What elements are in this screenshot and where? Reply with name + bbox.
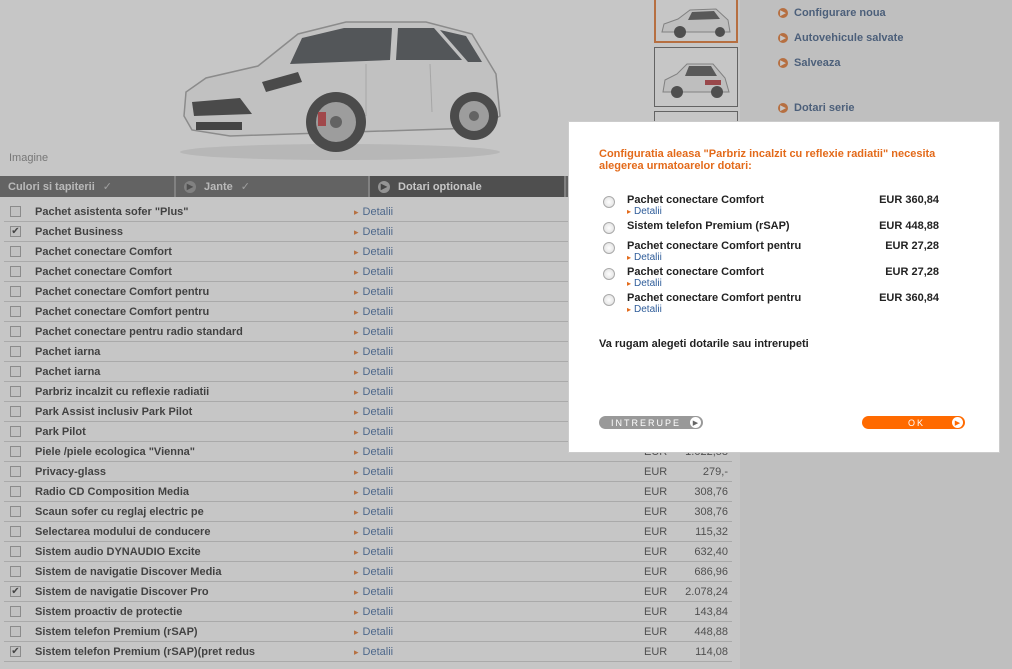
option-name: Sistem audio DYNAUDIO Excite [35, 545, 201, 558]
dialog-option[interactable] [603, 292, 939, 316]
option-price: 143,84 [694, 605, 728, 618]
details-link[interactable]: ▸ Detalii [354, 406, 393, 418]
dialog-option-price: EUR 360,84 [879, 194, 939, 206]
radio-button[interactable] [603, 268, 615, 280]
details-link[interactable]: ▸ Detalii [354, 646, 393, 658]
option-name: Sistem de navigatie Discover Media [35, 565, 222, 578]
details-link[interactable]: ▸ Detalii [354, 226, 393, 238]
arrow-right-icon: ▶ [778, 103, 788, 113]
details-link[interactable]: ▸ Detalii [627, 252, 662, 263]
option-currency: EUR [644, 545, 668, 558]
dialog-option-name: Pachet conectare Comfort [627, 194, 764, 206]
dependency-dialog [568, 121, 1000, 453]
option-currency: EUR [644, 585, 668, 598]
details-link[interactable]: ▸ Detalii [354, 546, 393, 558]
dialog-option-price: EUR 360,84 [879, 292, 939, 304]
option-name: Sistem de navigatie Discover Pro [35, 585, 209, 598]
dialog-option-price: EUR 448,88 [879, 220, 939, 232]
dialog-option-name: Pachet conectare Comfort pentru [627, 292, 802, 304]
details-link[interactable]: ▸ Detalii [354, 566, 393, 578]
details-link[interactable]: ▸ Detalii [354, 306, 393, 318]
option-checkbox[interactable]: ✔ [11, 586, 20, 597]
image-label: Imagine [9, 152, 49, 164]
details-link[interactable]: ▸ Detalii [354, 326, 393, 338]
dialog-option-name: Pachet conectare Comfort pentru [627, 240, 802, 252]
sidebar-link-label: Configurare noua [794, 7, 886, 19]
option-currency: EUR [644, 625, 668, 638]
option-price: 632,40 [694, 545, 728, 558]
option-checkbox[interactable]: ✔ [11, 226, 20, 237]
details-link[interactable]: ▸ Detalii [627, 278, 662, 289]
arrow-right-icon: ▶ [690, 417, 701, 428]
radio-button[interactable] [603, 242, 615, 254]
option-price: 115,32 [695, 525, 728, 538]
dialog-option[interactable] [603, 240, 939, 264]
option-currency: EUR [644, 505, 668, 518]
dialog-option-price: EUR 27,28 [885, 266, 939, 278]
play-icon: ▶ [378, 181, 390, 193]
details-link[interactable]: ▸ Detalii [354, 346, 393, 358]
option-currency: EUR [644, 465, 668, 478]
dialog-option-price: EUR 27,28 [885, 240, 939, 252]
option-price: 279,- [702, 465, 728, 478]
details-link[interactable]: ▸ Detalii [354, 606, 393, 618]
option-name: Sistem telefon Premium (rSAP) [35, 625, 198, 638]
details-link[interactable]: ▸ Detalii [354, 526, 393, 538]
details-link[interactable]: ▸ Detalii [354, 386, 393, 398]
dialog-message: Configuratia aleasa "Parbriz incalzit cu reflexie radiatii" necesita alegerea urmatoarelor dotari: [599, 148, 936, 172]
details-link[interactable]: ▸ Detalii [354, 286, 393, 298]
option-currency: EUR [644, 485, 668, 498]
cancel-button-label: INTRERUPE [611, 417, 682, 428]
option-name: Sistem proactiv de protectie [35, 605, 183, 618]
option-name: Pachet conectare Comfort [35, 245, 172, 258]
option-name: Park Pilot [35, 425, 86, 438]
arrow-right-icon: ▶ [778, 58, 788, 68]
option-name: Radio CD Composition Media [35, 485, 189, 498]
option-price: 448,88 [694, 625, 728, 638]
sidebar-link-label: Salveaza [794, 57, 841, 69]
radio-button[interactable] [603, 294, 615, 306]
details-link[interactable]: ▸ Detalii [354, 446, 393, 458]
details-link[interactable]: ▸ Detalii [354, 626, 393, 638]
dialog-prompt: Va rugam alegeti dotarile sau intrerupeti [599, 338, 809, 350]
option-price: 2.078,24 [685, 585, 728, 598]
details-link[interactable]: ▸ Detalii [354, 266, 393, 278]
radio-button[interactable] [603, 196, 615, 208]
option-name: Pachet conectare Comfort pentru [35, 305, 210, 318]
option-currency: EUR [644, 525, 668, 538]
details-link[interactable]: ▸ Detalii [354, 506, 393, 518]
tab-label: Jante [204, 180, 233, 193]
cancel-button[interactable] [599, 416, 703, 429]
ok-button-label: OK [908, 417, 926, 428]
option-price: 114,08 [695, 645, 728, 658]
option-name: Sistem telefon Premium (rSAP)(pret redus [35, 645, 256, 658]
arrow-right-icon: ▶ [778, 8, 788, 18]
option-name: Pachet asistenta sofer "Plus" [35, 205, 189, 218]
check-icon: ✓ [240, 181, 250, 193]
option-price: 308,76 [694, 485, 728, 498]
option-name: Pachet conectare pentru radio standard [35, 325, 243, 338]
dialog-option-name: Pachet conectare Comfort [627, 266, 764, 278]
details-link[interactable]: ▸ Detalii [354, 486, 393, 498]
option-name: Piele /piele ecologica "Vienna" [35, 445, 196, 458]
details-link[interactable]: ▸ Detalii [354, 206, 393, 218]
option-name: Pachet conectare Comfort [35, 265, 172, 278]
dialog-option[interactable] [603, 194, 939, 218]
option-name: Parbriz incalzit cu reflexie radiatii [35, 385, 210, 398]
radio-button[interactable] [603, 222, 615, 234]
option-price: 686,96 [694, 565, 728, 578]
dialog-option-name: Sistem telefon Premium (rSAP) [627, 220, 790, 232]
arrow-right-icon: ▶ [778, 33, 788, 43]
option-name: Pachet iarna [35, 365, 101, 378]
option-name: Scaun sofer cu reglaj electric pe [35, 505, 204, 518]
option-name: Selectarea modului de conducere [35, 525, 211, 538]
details-link[interactable]: ▸ Detalii [354, 426, 393, 438]
details-link[interactable]: ▸ Detalii [627, 304, 662, 315]
sidebar-link-label: Autovehicule salvate [794, 32, 904, 44]
tab-label: Culori si tapiterii [8, 180, 95, 193]
option-currency: EUR [644, 645, 668, 658]
details-link[interactable]: ▸ Detalii [354, 466, 393, 478]
details-link[interactable]: ▸ Detalii [627, 206, 662, 217]
arrow-right-icon: ▶ [952, 417, 963, 428]
details-link[interactable]: ▸ Detalii [354, 366, 393, 378]
dialog-option[interactable] [603, 266, 939, 290]
play-icon: ▶ [184, 181, 196, 193]
option-name: Park Assist inclusiv Park Pilot [35, 405, 193, 418]
option-price: 308,76 [694, 505, 728, 518]
option-name: Pachet iarna [35, 345, 101, 358]
tab-label: Dotari optionale [398, 180, 482, 193]
option-name: Privacy-glass [35, 465, 106, 478]
ok-button[interactable] [862, 416, 965, 429]
option-currency: EUR [644, 605, 668, 618]
option-name: Pachet Business [35, 225, 124, 238]
option-checkbox[interactable]: ✔ [11, 646, 20, 657]
option-currency: EUR [644, 565, 668, 578]
check-icon: ✓ [102, 181, 113, 193]
details-link[interactable]: ▸ Detalii [354, 586, 393, 598]
details-link[interactable]: ▸ Detalii [354, 246, 393, 258]
option-name: Pachet conectare Comfort pentru [35, 285, 210, 298]
sidebar-link-label: Dotari serie [794, 102, 855, 114]
